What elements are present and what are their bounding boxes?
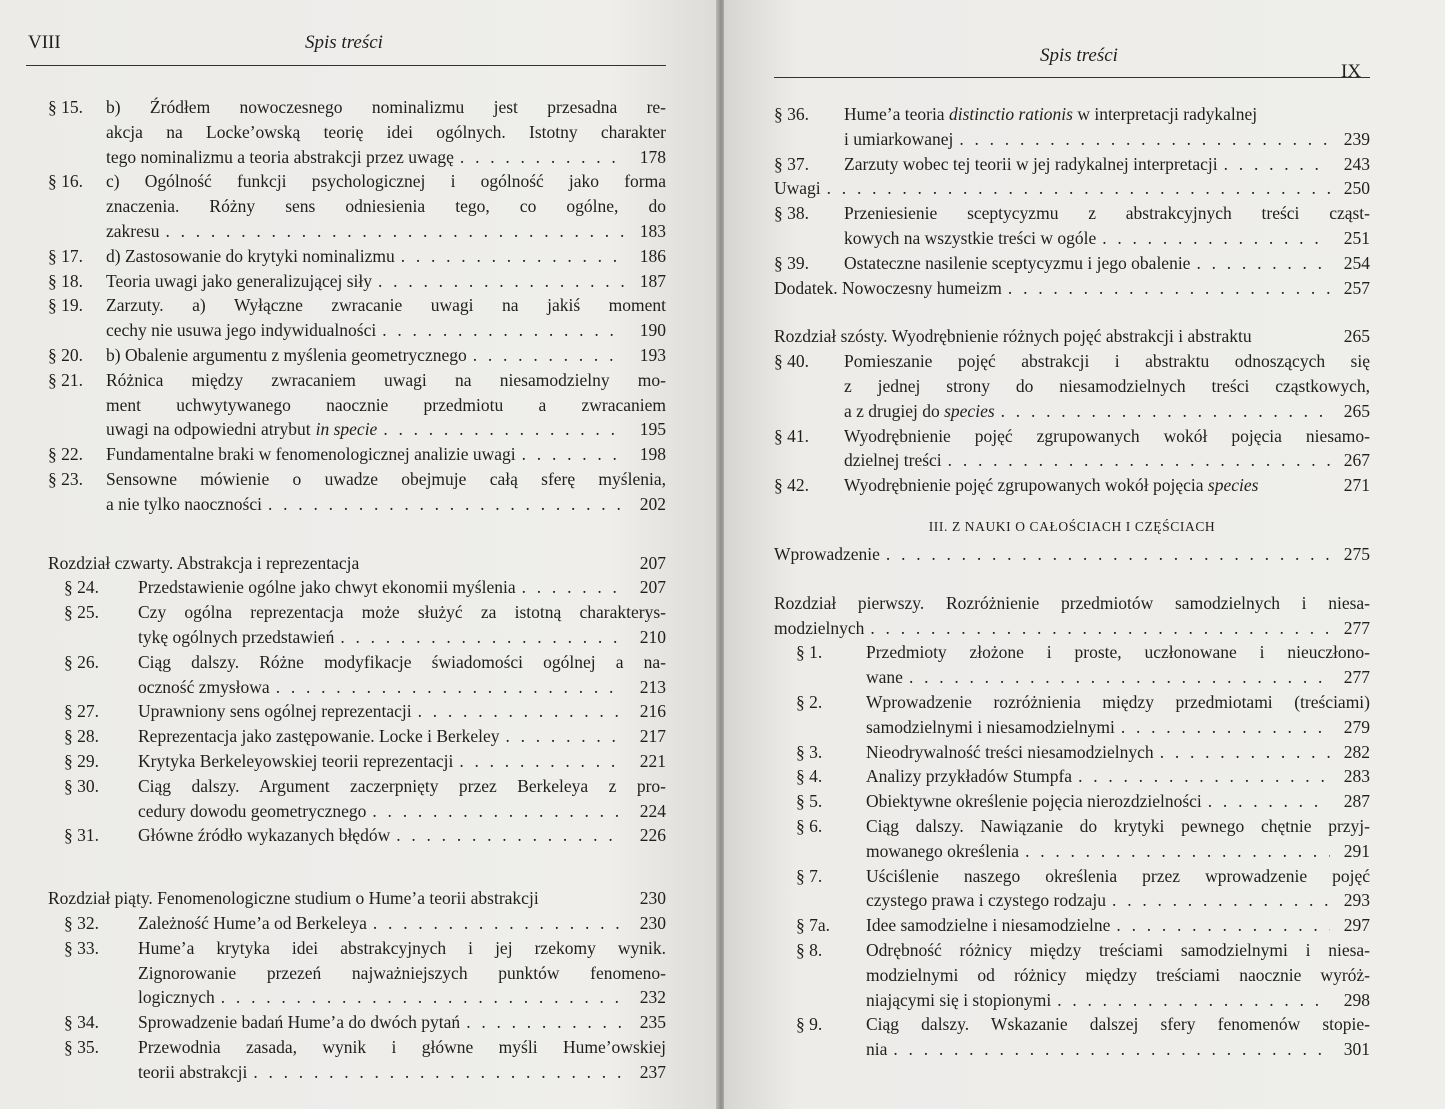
entry-line: Nieodrywalność treści niesamodzielnych — [866, 741, 1154, 762]
page-ref: 210 — [639, 626, 666, 647]
entry-line: Wyodrębnienie pojęć zgrupowanych wokół pojęcia niesamo- — [844, 425, 1370, 446]
section-number: § 33. — [64, 937, 99, 958]
entry-line: tykę ogólnych przedstawień — [138, 626, 335, 647]
page-ref: 267 — [1343, 450, 1370, 471]
entry-line: mowanego określenia — [866, 840, 1020, 861]
entry-line: Zależność Hume’a od Berkeleya — [138, 912, 367, 933]
page-ref: 277 — [1343, 617, 1370, 638]
right-running-title: Spis treści — [1040, 45, 1118, 66]
toc-entry — [48, 600, 666, 650]
toc-entry — [48, 911, 666, 936]
entry-line: Dodatek. Nowoczesny humeizm — [774, 277, 1002, 298]
entry-line: Przeniesienie sceptycyzmu z abstrakcyjnych treści cząst- — [844, 203, 1370, 224]
section-number: § 16. — [48, 171, 83, 192]
entry-line: Wprowadzenie rozróżnienia między przedmiotami (treściami) — [866, 691, 1370, 712]
entry-line: Zignorowanie przezeń najważniejszych punktów fenomeno- — [138, 962, 666, 983]
italic-term: in specie — [315, 419, 378, 440]
page-ref: 235 — [639, 1012, 666, 1033]
section-number: § 26. — [64, 651, 99, 672]
page-ref: 301 — [1343, 1039, 1370, 1060]
page-ref: 190 — [639, 320, 666, 341]
entry-line: i umiarkowanej — [844, 128, 954, 149]
toc-entry — [48, 774, 666, 824]
section-number: § 29. — [64, 750, 99, 771]
page-ref: 202 — [639, 493, 666, 514]
page-ref: 224 — [639, 800, 666, 821]
page-ref: 232 — [639, 987, 666, 1008]
section-number: § 7. — [796, 865, 823, 886]
entry-line: Idee samodzielne i niesamodzielne — [866, 915, 1111, 936]
toc-entry — [48, 823, 666, 848]
page-ref: 213 — [639, 676, 666, 697]
page-ref: 178 — [639, 146, 666, 167]
entry-line: Przedmioty złożone i proste, uczłonowane i nieuczłono- — [866, 642, 1370, 663]
section-number: § 27. — [64, 701, 99, 722]
section-number: § 34. — [64, 1012, 99, 1033]
page-ref: 271 — [1343, 475, 1370, 496]
toc-entry — [774, 640, 1370, 690]
section-number: § 8. — [796, 939, 823, 960]
entry-line: logicznych — [138, 987, 215, 1008]
entry-line: akcja na Locke’owską teorię idei ogólnych. Istotny charakter — [106, 121, 666, 142]
chapter-heading — [48, 551, 666, 576]
entry-line: Krytyka Berkeleyowskiej teorii reprezentacji — [138, 750, 454, 771]
entry-line: Zarzuty wobec tej teorii w jej radykalnej interpretacji — [844, 153, 1218, 174]
left-running-title: Spis treści — [305, 32, 383, 53]
entry-line: cedury dowodu geometrycznego — [138, 800, 367, 821]
entry-line: czystego prawa i czystego rodzaju — [866, 890, 1107, 911]
page-ref: 265 — [1343, 400, 1370, 421]
page-ref: 216 — [639, 701, 666, 722]
entry-line: a z drugiej do species — [844, 400, 995, 421]
entry-line: Ciąg dalszy. Różne modyfikacje świadomości ogólnej a na- — [138, 651, 666, 672]
page-ref: 298 — [1343, 989, 1370, 1010]
entry-line: Teoria uwagi jako generalizującej siły — [106, 270, 373, 291]
page-ref: 265 — [1343, 326, 1370, 347]
entry-line: Przedstawienie ogólne jako chwyt ekonomii myślenia — [138, 577, 516, 598]
toc-entry — [48, 1010, 666, 1035]
page-ref: 243 — [1343, 153, 1370, 174]
toc-entry — [48, 650, 666, 700]
page-ref: 291 — [1343, 840, 1370, 861]
section-number: § 19. — [48, 295, 83, 316]
section-number: § 37. — [774, 153, 809, 174]
section-number: § 42. — [774, 475, 809, 496]
entry-line: cechy nie usuwa jego indywidualności — [106, 320, 377, 341]
section-number: § 3. — [796, 741, 823, 762]
page-ref: 183 — [639, 220, 666, 241]
right-toc — [774, 102, 1370, 1062]
toc-entry — [774, 740, 1370, 765]
page-ref: 221 — [639, 750, 666, 771]
page-ref: 230 — [639, 888, 666, 909]
section-number: § 7a. — [796, 915, 831, 936]
page-ref: 293 — [1343, 890, 1370, 911]
entry-line: Główne źródło wykazanych błędów — [138, 825, 391, 846]
entry-line: Ciąg dalszy. Wskazanie dalszej sfery fenomenów stopie- — [866, 1014, 1370, 1035]
page-ref: 207 — [639, 577, 666, 598]
toc-entry — [774, 938, 1370, 1012]
entry-line: znaczenia. Różny sens odniesienia tego, co ogólne, do — [106, 196, 666, 217]
entry-line: Pomieszanie pojęć abstrakcji i abstraktu odnoszących się — [844, 351, 1370, 372]
page-ref: 237 — [639, 1061, 666, 1082]
toc-entry — [774, 864, 1370, 914]
toc-entry — [774, 690, 1370, 740]
entry-line: Wprowadzenie — [774, 543, 880, 564]
left-page-number: VIII — [28, 32, 61, 53]
section-number: § 31. — [64, 825, 99, 846]
toc-entry — [48, 269, 666, 294]
entry-line: Fundamentalne braki w fenomenologicznej analizie uwagi — [106, 444, 516, 465]
entry-line: z jednej strony do niesamodzielnych treści cząstkowych, — [844, 375, 1370, 396]
italic-term: species — [944, 400, 995, 421]
page-ref: 287 — [1343, 791, 1370, 812]
section-number: § 5. — [796, 791, 823, 812]
page-ref: 193 — [639, 344, 666, 365]
entry-line: Analizy przykładów Stumpfa — [866, 766, 1073, 787]
entry-line: Ciąg dalszy. Argument zaczerpnięty przez Berkeleya z pro- — [138, 775, 666, 796]
toc-entry — [48, 95, 666, 169]
toc-entry — [48, 467, 666, 517]
page-ref: 207 — [639, 552, 666, 573]
section-number: § 21. — [48, 369, 83, 390]
section-number: § 23. — [48, 468, 83, 489]
section-number: § 41. — [774, 425, 809, 446]
toc-entry — [48, 293, 666, 343]
left-header-rule — [26, 65, 666, 66]
entry-line: Ciąg dalszy. Nawiązanie do krytyki pewnego chętnie przyj- — [866, 815, 1370, 836]
toc-entry — [48, 169, 666, 243]
entry-line: Reprezentacja jako zastępowanie. Locke i Berkeley — [138, 726, 500, 747]
page-ref: 283 — [1343, 766, 1370, 787]
entry-line: Uprawniony sens ogólnej reprezentacji — [138, 701, 412, 722]
toc-entry-37 — [774, 152, 1370, 177]
section-number: § 17. — [48, 245, 83, 266]
toc-entry — [774, 1012, 1370, 1062]
page-ref: 251 — [1343, 227, 1370, 248]
entry-line: tego nominalizmu a teoria abstrakcji przez uwagę — [106, 146, 454, 167]
entry-line: Uwagi — [774, 178, 821, 199]
chapter-title: Rozdział piąty. Fenomenologiczne studium o Hume’a teorii abstrakcji — [48, 888, 539, 909]
entry-line: Wyodrębnienie pojęć zgrupowanych wokół pojęcia species — [844, 475, 1259, 496]
toc-entry — [48, 244, 666, 269]
entry-line: ment uchwytywanego naocznie przedmiotu a zwracaniem — [106, 394, 666, 415]
section-number: § 30. — [64, 775, 99, 796]
toc-entry — [774, 913, 1370, 938]
section-number: § 2. — [796, 691, 823, 712]
page-ref: 239 — [1343, 128, 1370, 149]
section-number: § 32. — [64, 912, 99, 933]
entry-line: oczność zmysłowa — [138, 676, 270, 697]
page-ref: 282 — [1343, 741, 1370, 762]
chapter-heading-6 — [774, 324, 1370, 349]
entry-line: nia — [866, 1039, 888, 1060]
toc-entry — [48, 724, 666, 749]
page-ref: 254 — [1343, 252, 1370, 273]
section-number: § 35. — [64, 1036, 99, 1057]
page-ref: 195 — [639, 419, 666, 440]
toc-entry-40 — [774, 349, 1370, 423]
entry-line: c) Ogólność funkcji psychologicznej i ogólność jako forma — [106, 171, 666, 192]
right-header-rule — [774, 77, 1370, 78]
toc-entry-dodatek — [774, 276, 1370, 301]
right-page — [724, 0, 1445, 1109]
page-ref: 226 — [639, 825, 666, 846]
entry-line: samodzielnymi i niesamodzielnymi — [866, 716, 1115, 737]
part-heading: III. Z NAUKI O CAŁOŚCIACH I CZĘŚCIACH — [928, 518, 1216, 534]
entry-line: Przewodnia zasada, wynik i główne myśli Hume’owskiej — [138, 1036, 666, 1057]
toc-entry — [48, 442, 666, 467]
section-number: § 36. — [774, 104, 809, 124]
entry-line: niającymi się i stopionymi — [866, 989, 1052, 1010]
section-number: § 1. — [796, 642, 823, 663]
page-ref: 275 — [1343, 543, 1370, 564]
page-ref: 230 — [639, 912, 666, 933]
page-ref: 198 — [639, 444, 666, 465]
entry-line: Czy ogólna reprezentacja może służyć za istotną charakterys- — [138, 602, 666, 623]
toc-entry-42 — [774, 473, 1370, 498]
entry-line: Ostateczne nasilenie sceptycyzmu i jego obalenie — [844, 252, 1191, 273]
section-number: § 15. — [48, 97, 83, 117]
toc-entry — [774, 789, 1370, 814]
toc-entry — [48, 343, 666, 368]
chapter-1-entries — [774, 640, 1370, 1062]
section-number: § 40. — [774, 351, 809, 372]
toc-entry-38 — [774, 201, 1370, 251]
left-toc — [48, 95, 666, 1084]
entry-line: b) Obalenie argumentu z myślenia geometrycznego — [106, 344, 467, 365]
chapter-title: Rozdział pierwszy. Rozróżnienie przedmiotów samodzielnych i niesa- — [774, 592, 1370, 613]
section-number: § 20. — [48, 344, 83, 365]
toc-entry — [774, 764, 1370, 789]
toc-entry-wprowadzenie — [774, 542, 1370, 567]
page-ref: 217 — [639, 726, 666, 747]
left-page — [0, 0, 718, 1109]
section-number: § 38. — [774, 203, 809, 224]
chapter-heading-1 — [774, 591, 1370, 641]
entry-line: b) Źródłem nowoczesnego nominalizmu jest przesadna re- — [106, 97, 666, 117]
toc-entry-41 — [774, 424, 1370, 474]
section-number: § 25. — [64, 602, 99, 623]
section-number: § 6. — [796, 815, 823, 836]
toc-entry — [48, 936, 666, 1010]
entry-line: zakresu — [106, 220, 160, 241]
entry-line: kowych na wszystkie treści w ogóle — [844, 227, 1097, 248]
toc-entry-39 — [774, 251, 1370, 276]
entry-line: dzielnej treści — [844, 450, 942, 471]
section-number: § 39. — [774, 252, 809, 273]
toc-entry — [48, 749, 666, 774]
italic-term: species — [1207, 475, 1259, 496]
page-ref: 187 — [639, 270, 666, 291]
toc-entry-36 — [774, 102, 1370, 152]
toc-entry — [48, 699, 666, 724]
entry-line: Hume’a krytyka idei abstrakcyjnych i jej rzekomy wynik. — [138, 937, 666, 958]
entry-line: Sprowadzenie badań Hume’a do dwóch pytań — [138, 1012, 461, 1033]
entry-line: Różnica między zwracaniem uwagi na niesamodzielny mo- — [106, 369, 666, 390]
chapter-title: modzielnych — [774, 617, 865, 638]
chapter-title: Rozdział szósty. Wyodrębnienie różnych pojęć abstrakcji i abstraktu — [774, 326, 1252, 347]
chapter-title: Rozdział czwarty. Abstrakcja i reprezentacja — [48, 552, 360, 573]
toc-entry — [48, 575, 666, 600]
page-ref: 186 — [639, 245, 666, 266]
section-number: § 4. — [796, 766, 823, 787]
page-ref: 250 — [1343, 178, 1370, 199]
right-page-number: IX — [1341, 61, 1362, 82]
page-ref: 257 — [1343, 277, 1370, 298]
page-ref: 279 — [1343, 716, 1370, 737]
entry-line: wane — [866, 667, 903, 688]
entry-line: Obiektywne określenie pojęcia nierozdzielności — [866, 791, 1202, 812]
entry-line: teorii abstrakcji — [138, 1061, 248, 1082]
entry-line: a nie tylko naoczności — [106, 493, 262, 514]
page-ref: 277 — [1343, 667, 1370, 688]
entry-line: uwagi na odpowiedni atrybut — [106, 419, 311, 440]
chapter-heading — [48, 886, 666, 911]
entry-line: Uściślenie naszego określenia przez wprowadzenie pojęć — [866, 865, 1370, 886]
entry-line: modzielnymi od różnicy między treściami naocznie wyróż- — [866, 964, 1370, 985]
section-number: § 24. — [64, 577, 99, 598]
section-number: § 22. — [48, 444, 83, 465]
section-number: § 18. — [48, 270, 83, 291]
section-number: § 9. — [796, 1014, 823, 1035]
entry-line: Odrębność różnicy między treściami samodzielnymi i niesa- — [866, 939, 1370, 960]
entry-line: Hume’a teoria distinctio rationis w interpretacji radykalnej — [844, 104, 1258, 124]
toc-entry-uwagi — [774, 176, 1370, 201]
italic-term: distinctio rationis — [948, 104, 1073, 124]
entry-line: Sensowne mówienie o uwadze obejmuje całą sferę myślenia, — [106, 468, 666, 489]
page-ref: 297 — [1343, 915, 1370, 936]
section-number: § 28. — [64, 726, 99, 747]
toc-entry — [48, 368, 666, 442]
toc-entry — [774, 814, 1370, 864]
toc-entry — [48, 1035, 666, 1085]
entry-line: d) Zastosowanie do krytyki nominalizmu — [106, 245, 395, 266]
entry-line: Zarzuty. a) Wyłączne zwracanie uwagi na jakiś moment — [106, 295, 666, 316]
